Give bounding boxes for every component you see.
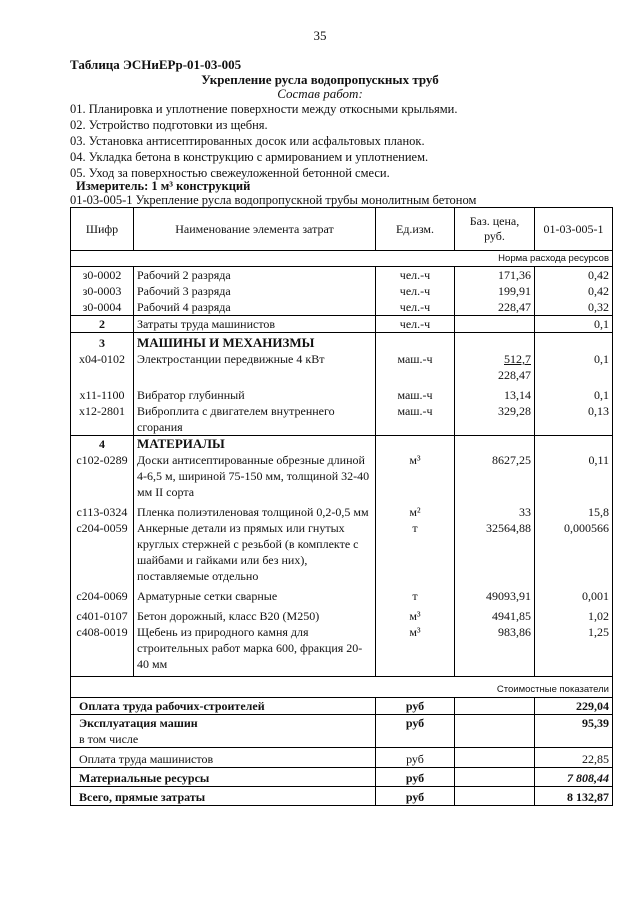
row-name: Затраты труда машинистов [134,316,376,333]
table-row [71,267,613,284]
section-row-machines [71,333,613,352]
row-qty: 0,42 [535,283,613,299]
cost-value: 7 808,44 [535,768,613,787]
row-price: 32564,88 [455,520,535,584]
band-resources-label: Норма расхода ресурсов [71,251,613,267]
work-item: 03. Установка антисептированных досок или асфальтовых планок. [70,134,425,148]
cost-value: 229,04 [535,698,613,715]
cost-value: 22,85 [535,748,613,768]
cost-unit: руб [376,748,455,768]
row-code: з0-0004 [71,299,134,316]
row-code: з0-0002 [71,267,134,284]
cost-name: Материальные ресурсы [71,768,376,787]
cost-row [71,787,613,806]
col-header-norm: 01-03-005-1 [535,208,613,251]
col-header-code: Шифр [71,208,134,251]
table-row [71,316,613,333]
work-item: 01. Планировка и уплотнение поверхности между откосными крыльями. [70,102,458,116]
table-row [71,500,613,520]
row-unit: чел.-ч [376,316,455,333]
row-code: х12-2801 [71,403,134,436]
row-unit: м³ [376,452,455,500]
row-code: с204-0059 [71,520,134,584]
table-row [71,624,613,677]
row-code: с204-0069 [71,584,134,604]
row-qty: 0,000566 [535,520,613,584]
row-unit: маш.-ч [376,403,455,436]
table-row [71,283,613,299]
table-header-row [71,208,613,251]
cost-name: Эксплуатация машин [79,716,198,730]
row-name: Пленка полиэтиленовая толщиной 0,2-0,5 мм [134,500,376,520]
row-qty: 0,13 [535,403,613,436]
col-header-name: Наименование элемента затрат [134,208,376,251]
row-qty: 0,11 [535,452,613,500]
row-unit: т [376,520,455,584]
cost-value: 95,39 [535,715,613,748]
row-price: 171,36 [455,267,535,284]
row-qty: 0,1 [535,316,613,333]
price-underlined: 512,7 [504,352,531,366]
cost-subnote: в том числе [79,732,139,746]
row-code: с401-0107 [71,604,134,624]
section-heading: Укрепление русла водопропускных труб [201,72,439,87]
row-unit: чел.-ч [376,267,455,284]
row-name: Арматурные сетки сварные [134,584,376,604]
row-name: Вибратор глубинный [134,383,376,403]
row-qty: 0,001 [535,584,613,604]
col-header-unit: Ед.изм. [376,208,455,251]
row-qty: 1,02 [535,604,613,624]
row-name: Бетон дорожный, класс В20 (М250) [134,604,376,624]
section-title: МАШИНЫ И МЕХАНИЗМЫ [134,333,376,352]
work-item: 02. Устройство подготовки из щебня. [70,118,268,132]
row-unit: чел.-ч [376,299,455,316]
row-price: 33 [455,500,535,520]
price-secondary: 228,47 [498,368,531,382]
cost-row [71,698,613,715]
table-row [71,383,613,403]
row-name: Щебень из природного камня для строительных работ марка 600, фракция 20-40 мм [134,624,376,677]
section-row-materials [71,436,613,453]
row-price: 329,28 [455,403,535,436]
row-code: 2 [71,316,134,333]
row-qty: 1,25 [535,624,613,677]
row-price: 983,86 [455,624,535,677]
resource-norm-table [70,207,613,806]
cost-row [71,748,613,768]
cost-name: Всего, прямые затраты [71,787,376,806]
row-unit: м² [376,500,455,520]
row-unit: маш.-ч [376,383,455,403]
row-code: 3 [71,333,134,352]
row-name: Электростанции передвижные 4 кВт [134,351,376,383]
row-name: Анкерные детали из прямых или гнутых круглых стержней с резьбой (в комплекте с шайбами и гайками или без них), поставляемые отдельно [134,520,376,584]
cost-row [71,768,613,787]
table-row [71,584,613,604]
work-composition-label: Состав работ: [277,86,363,101]
work-item: 04. Укладка бетона в конструкцию с армированием и уплотнением. [70,150,429,164]
table-row [71,452,613,500]
row-qty: 0,42 [535,267,613,284]
cost-unit: руб [376,698,455,715]
table-row [71,351,613,383]
work-item: 05. Уход за поверхностью свежеуложенной бетонной смеси. [70,166,390,180]
row-name: Рабочий 3 разряда [134,283,376,299]
row-qty: 0,1 [535,351,613,383]
cost-name-cell [71,715,376,748]
row-price: 199,91 [455,283,535,299]
row-qty: 0,32 [535,299,613,316]
norm-title: 01-03-005-1 Укрепление русла водопропускной трубы монолитным бетоном [70,193,477,207]
row-code: 4 [71,436,134,453]
row-unit: м³ [376,604,455,624]
row-qty: 0,1 [535,383,613,403]
row-price: 4941,85 [455,604,535,624]
row-code: с113-0324 [71,500,134,520]
row-name: Доски антисептированные обрезные длиной 4-6,5 м, шириной 75-150 мм, толщиной 32-40 мм II сорта [134,452,376,500]
band-row [71,251,613,267]
row-code: х11-1100 [71,383,134,403]
row-price [455,316,535,333]
band-row [71,677,613,698]
table-row [71,299,613,316]
row-code: с102-0289 [71,452,134,500]
cost-value: 8 132,87 [535,787,613,806]
row-code: с408-0019 [71,624,134,677]
band-costs-label: Стоимостные показатели [71,677,613,698]
col-header-price: Баз. цена, руб. [455,208,535,251]
table-row [71,403,613,436]
section-title: МАТЕРИАЛЫ [134,436,376,453]
cost-unit: руб [376,787,455,806]
cost-name: Оплата труда рабочих-строителей [71,698,376,715]
row-name: Рабочий 4 разряда [134,299,376,316]
row-price: 49093,91 [455,584,535,604]
table-row [71,520,613,584]
cost-unit: руб [376,768,455,787]
row-name: Рабочий 2 разряда [134,267,376,284]
table-title: Таблица ЭСНиЕРр-01-03-005 [70,57,242,72]
row-qty: 15,8 [535,500,613,520]
row-name: Виброплита с двигателем внутреннего сгорания [134,403,376,436]
row-price: 228,47 [455,299,535,316]
row-unit: м³ [376,624,455,677]
row-code: з0-0003 [71,283,134,299]
table-row [71,604,613,624]
page-number: 35 [313,28,327,43]
cost-unit: руб [376,715,455,748]
meter-line: Измеритель: 1 м³ конструкций [76,179,251,193]
cost-name: Оплата труда машинистов [71,748,376,768]
row-price: 8627,25 [455,452,535,500]
row-price: 13,14 [455,383,535,403]
row-unit: чел.-ч [376,283,455,299]
row-unit: маш.-ч [376,351,455,383]
row-price [455,351,535,383]
cost-row [71,715,613,748]
row-unit: т [376,584,455,604]
row-code: х04-0102 [71,351,134,383]
